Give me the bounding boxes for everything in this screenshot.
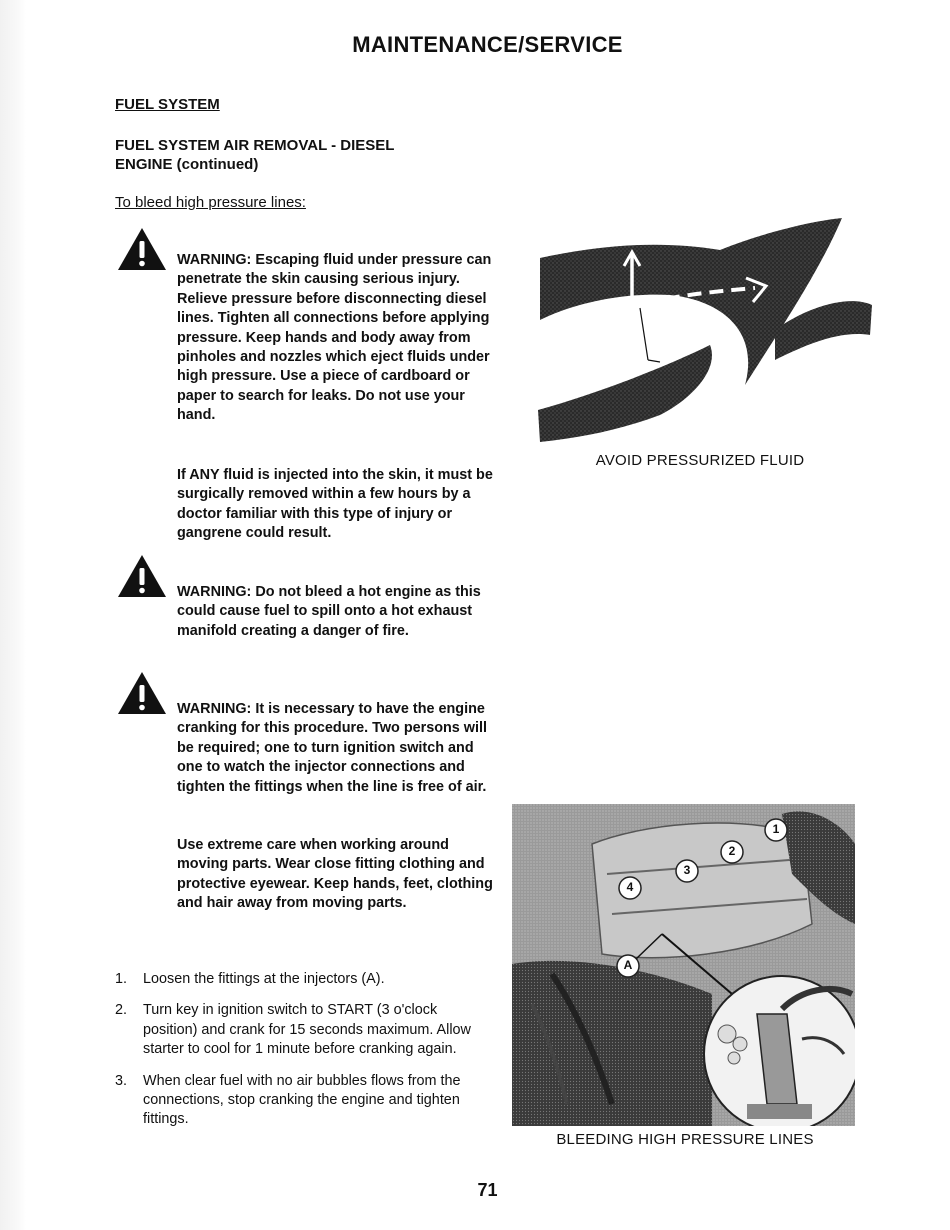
step-item	[115, 970, 495, 989]
procedure-heading: To bleed high pressure lines:	[115, 194, 306, 211]
step-item	[115, 1072, 495, 1130]
binding-shadow	[0, 0, 26, 1230]
moving-parts-note: Use extreme care when working around moving parts. Wear close fitting clothing and protective eyewear. Keep hands, feet, clothing and hair away from moving parts.	[177, 837, 493, 912]
step-number: 2.	[115, 1002, 128, 1019]
callout-4: 4	[626, 880, 634, 894]
warning-triangle-icon	[116, 226, 168, 272]
step-number: 3.	[115, 1072, 128, 1089]
warning-triangle-icon	[116, 553, 168, 599]
step-text: Loosen the fittings at the injectors (A).	[143, 971, 385, 987]
figure-caption: BLEEDING HIGH PRESSURE LINES	[556, 1131, 814, 1148]
step-item	[115, 1001, 495, 1059]
page-title: MAINTENANCE/SERVICE	[352, 32, 623, 57]
callout-1: 1	[772, 822, 780, 836]
section-title: FUEL SYSTEM	[115, 96, 220, 113]
bleeding-lines-photo	[512, 804, 855, 1126]
callout-3: 3	[683, 863, 691, 877]
subsection-title: FUEL SYSTEM AIR REMOVAL - DIESEL ENGINE (continued)	[115, 137, 395, 173]
warning-triangle-icon	[116, 670, 168, 716]
callout-2: 2	[728, 844, 736, 858]
warning-hot-engine: WARNING: Do not bleed a hot engine as this could cause fuel to spill onto a hot exhaust manifold creating a danger of fire.	[177, 584, 481, 639]
procedure-steps	[115, 970, 495, 1142]
step-text: When clear fuel with no air bubbles flows from the connections, stop cranking the engine and tighten fittings.	[143, 1072, 461, 1128]
pressurized-fluid-illustration	[520, 210, 875, 450]
page-number: 71	[477, 1180, 498, 1200]
callout-a: A	[623, 958, 633, 972]
warning-pressurized-fluid: WARNING: Escaping fluid under pressure can penetrate the skin causing serious injury. Relieve pressure before disconnecting diesel lines. Tighten all connections before applying pressure. Keep hands and body away from pinholes and nozzles which eject fluids under high pressure. Use a piece of cardboard or paper to search for leaks. Do not use your hand.	[177, 252, 492, 424]
step-text: Turn key in ignition switch to START (3 o'clock position) and crank for 15 seconds maximum. Allow starter to cool for 1 minute before cranking again.	[143, 1002, 471, 1058]
figure-caption: AVOID PRESSURIZED FLUID	[595, 452, 805, 469]
injection-note: If ANY fluid is injected into the skin, it must be surgically removed within a few hours by a doctor familiar with this type of injury or gangrene could result.	[177, 467, 493, 542]
step-number: 1.	[115, 971, 128, 987]
warning-engine-cranking: WARNING: It is necessary to have the engine cranking for this procedure. Two persons will be required; one to turn ignition switch and one to watch the injector connections and tighten the fittings when the line is free of air.	[177, 701, 487, 795]
